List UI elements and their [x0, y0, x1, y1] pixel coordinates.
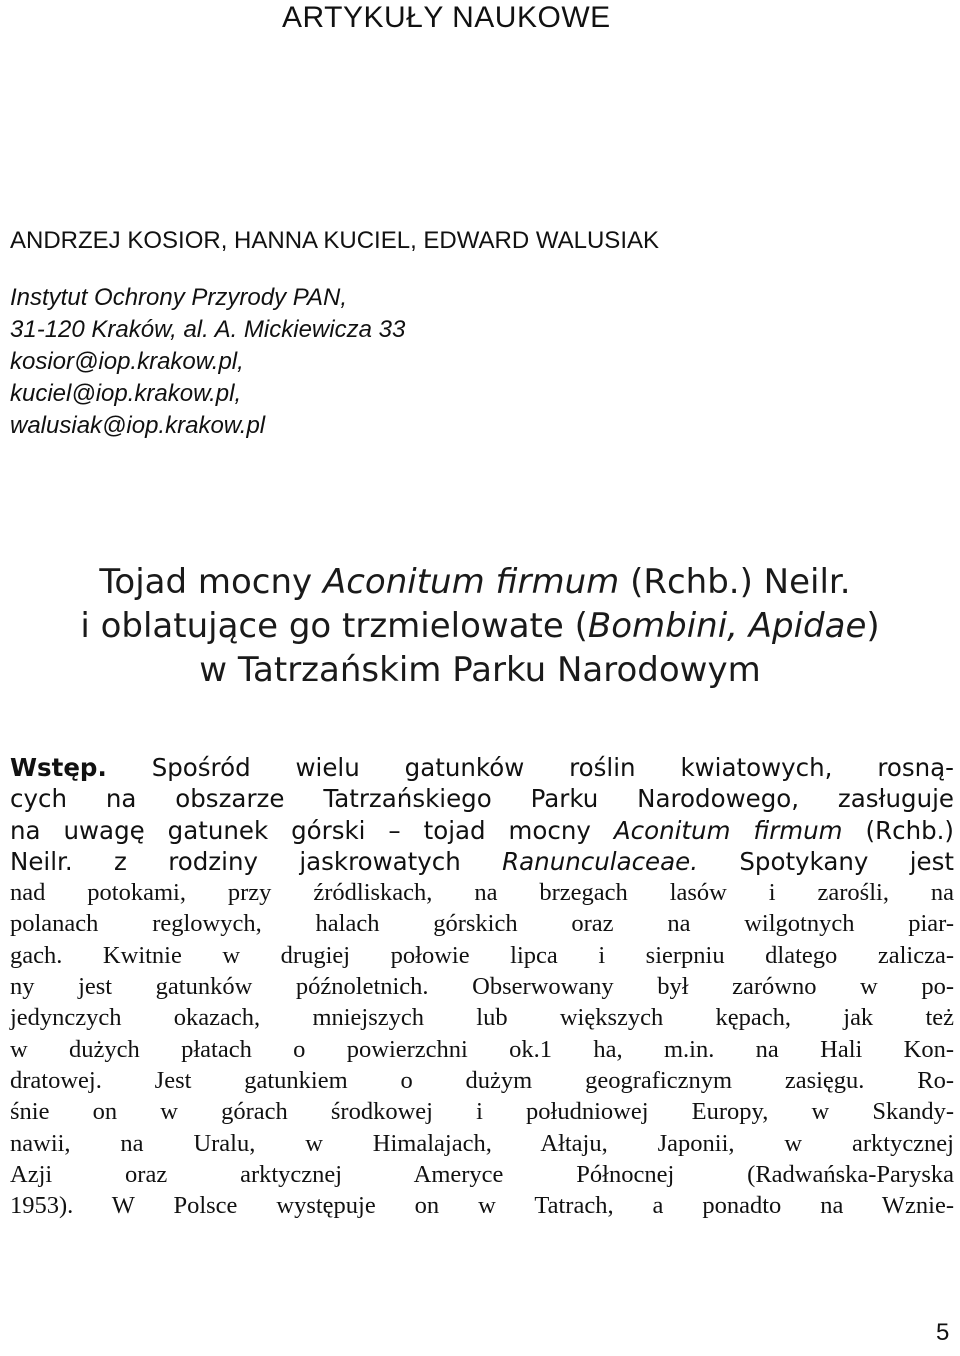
page-number: 5: [936, 1319, 950, 1346]
email-walusiak[interactable]: walusiak@iop.krakow.pl: [10, 412, 266, 439]
body-paragraph: [10, 752, 954, 1221]
family-name: Ranunculaceae.: [502, 846, 698, 876]
title-line-1: Tojad mocny Aconitum firmum (Rchb.) Neilr.: [99, 562, 851, 602]
body-line: nawii, na Uralu, w Himalajach, Ałtaju, Japonii, w arktycznej: [10, 1129, 954, 1157]
body-line: cych na obszarze Tatrzańskiego Parku Narodowego, zasługuje: [10, 784, 954, 814]
body-line: polanach reglowych, halach górskich oraz na wilgotnych piar-: [10, 910, 954, 938]
body-line: Wstęp. Spośród wielu gatunków roślin kwiatowych, rosną-: [10, 753, 954, 782]
body-line: śnie on w górach środkowej i południowej Europy, w Skandy-: [10, 1098, 954, 1126]
title-taxon-name: Bombini, Apidae: [587, 606, 867, 646]
title-line-2: i oblatujące go trzmielowate (Bombini, Apidae): [80, 606, 880, 646]
body-line: w dużych płatach o powierzchni ok.1 ha, m.in. na Hali Kon-: [10, 1035, 954, 1063]
authors: ANDRZEJ KOSIOR, HANNA KUCIEL, EDWARD WALUSIAK: [10, 227, 659, 254]
body-line: nad potokami, przy źródliskach, na brzegach lasów i zarośli, na: [10, 879, 954, 907]
body-line: 1953). W Polsce występuje on w Tatrach, a ponadto na Wznie-: [10, 1192, 954, 1220]
section-lead: Wstęp.: [10, 753, 107, 782]
species-name: Aconitum firmum: [613, 815, 843, 845]
body-line: Azji oraz arktycznej Ameryce Północnej (Radwańska-Paryska: [10, 1160, 954, 1188]
body-line: ny jest gatunków późnoletnich. Obserwowany był zarówno w po-: [10, 973, 954, 1001]
body-line: Neilr. z rodziny jaskrowatych Ranunculaceae. Spotykany jest: [10, 846, 954, 876]
title-species-name: Aconitum firmum: [322, 562, 620, 602]
email-kosior[interactable]: kosior@iop.krakow.pl,: [10, 348, 244, 375]
email-kuciel[interactable]: kuciel@iop.krakow.pl,: [10, 380, 242, 407]
section-heading: ARTYKUŁY NAUKOWE: [282, 1, 611, 34]
title-line-3: w Tatrzańskim Parku Narodowym: [199, 650, 761, 690]
body-line: jedynczych okazach, mniejszych lub większych kępach, jak też: [10, 1004, 954, 1032]
article-title: [10, 560, 950, 692]
affiliation: [10, 282, 405, 442]
body-line: dratowej. Jest gatunkiem o dużym geograficznym zasięgu. Ro-: [10, 1066, 954, 1094]
body-line: na uwagę gatunek górski – tojad mocny Aconitum firmum (Rchb.): [10, 815, 954, 845]
body-line: gach. Kwitnie w drugiej połowie lipca i sierpniu dlatego zalicza-: [10, 941, 954, 969]
affiliation-address: 31-120 Kraków, al. A. Mickiewicza 33: [10, 316, 406, 343]
affiliation-institute: Instytut Ochrony Przyrody PAN,: [10, 284, 347, 311]
